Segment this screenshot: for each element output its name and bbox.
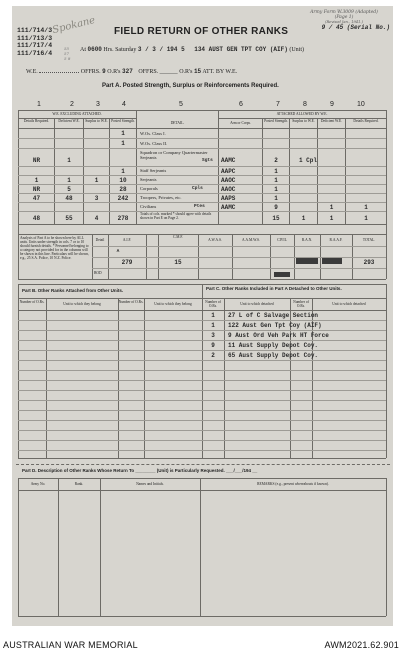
part-c-col: Number of O.Rs. — [293, 300, 309, 308]
cell-surplus-att: 1 — [301, 215, 306, 222]
return-date: 3 / 3 / 194 5 — [137, 46, 185, 53]
army-form-id — [298, 10, 390, 31]
sub-header-raaf: R.A.A.F. — [329, 238, 343, 242]
group-header-attached: ATTACHED ALLOWED BY W.E. — [276, 112, 328, 116]
cell-posted-att: 1 — [274, 186, 278, 193]
cell-deficient: 55 — [65, 215, 73, 222]
part-c-col: Unit to which detached — [332, 302, 366, 306]
redaction-block — [322, 258, 342, 264]
header-deficient-att: Deficient W.E. — [320, 119, 343, 123]
redaction-block — [296, 258, 318, 264]
col-number: 2 — [70, 101, 74, 108]
redaction-block — [274, 272, 290, 277]
part-b-col: Unit to which they belong — [63, 302, 101, 306]
sub-header-civil: CIVIL — [277, 238, 287, 242]
header-deficient: Deficient W.E. — [58, 119, 80, 123]
row-detail: Squadron or Company Quartermaster Serjeants — [140, 150, 208, 160]
we-label: W.E. — [26, 69, 38, 75]
header-details-required: Details Required. — [23, 119, 50, 123]
sub-header-cmf: C.M.F. — [173, 235, 183, 239]
part-c-unit: 9 Aust Ord Veh Park HT Force — [228, 332, 329, 339]
col-number: 9 — [330, 101, 334, 108]
part-c-unit: 27 L of C Salvage Section — [228, 312, 319, 319]
file-code: 111/717/4 — [17, 42, 53, 49]
cell-posted: 278 — [117, 215, 129, 222]
time-unit-line — [80, 46, 390, 54]
sub-header-ran: R.A.N. — [301, 238, 313, 242]
cell-posted: 28 — [119, 186, 127, 193]
army-form-number: Army Form W.3009 (Adapted) — [310, 10, 378, 15]
typed-annotation: Ptes — [194, 204, 205, 209]
row-detail: W.Os. Class II. — [140, 141, 168, 146]
accession-number: AWM2021.62.901 — [324, 640, 399, 650]
col-number: 1 — [37, 101, 41, 108]
offrs2-label: OFFRS. ______ — [138, 69, 178, 75]
cell-details-required: 48 — [32, 215, 41, 222]
revision-note: (Revised Jan., 1941.) — [325, 20, 363, 24]
cell-details-required: 1 — [34, 177, 39, 184]
file-code: 111/713/3 — [17, 34, 53, 42]
row-detail: Corporals — [140, 186, 158, 191]
handwritten-annotation: Spokane — [51, 14, 97, 37]
cell-details-att: 1 — [364, 215, 368, 222]
cell-surplus: 1 — [94, 177, 99, 184]
cell-deficient-att: 1 — [329, 204, 334, 211]
part-c-col: Number of O.Rs. — [205, 300, 221, 308]
cell-arm: AAPS — [221, 195, 236, 202]
cell-posted-att: 9 — [274, 204, 278, 211]
sub-cell-cmf: 15 — [174, 259, 182, 266]
typed-annotation: Sgts — [202, 158, 213, 163]
cell-surplus-att: 1 Cpl — [298, 157, 317, 164]
ors2-label: O.R's — [179, 69, 193, 75]
hour-value: 0600 — [87, 46, 102, 53]
cell-details-att: 1 — [364, 204, 368, 211]
part-c-unit: 65 Aust Supply Depot Coy. — [228, 352, 319, 359]
part-c-count: 9 — [211, 342, 215, 349]
sub-header-detail: Detail — [95, 238, 105, 242]
we-line — [26, 68, 386, 76]
col-number: 4 — [122, 101, 126, 108]
part-c-col: Unit to which detached — [240, 302, 274, 306]
part-c-unit: 122 Aust Gen Tpt Coy (AIF) — [228, 322, 322, 329]
part-a-title: Part A. Posted Strength, Surplus or Reinforcements Required. — [102, 83, 279, 89]
cell-deficient: 1 — [67, 157, 71, 164]
cell-surplus: 3 — [94, 195, 99, 202]
header-detail: DETAIL. — [170, 121, 185, 125]
row-detail: W.Os. Class I. — [140, 131, 166, 136]
file-code: 111/714/3 — [17, 27, 53, 34]
offrs-value: 9 — [102, 68, 106, 75]
sub-header-aamws: A.A.M.W.S. — [242, 238, 260, 242]
cell-posted-att: 1 — [274, 168, 278, 175]
part-b-col: Number of O.Rs. — [118, 300, 144, 304]
part-d-col-names: Names and Initials. — [136, 482, 164, 486]
att-by-label: ATT. BY W.E. — [202, 69, 238, 75]
serial-number: 9 / 45 (Serial No.) — [321, 24, 390, 31]
header-arm-corps: Arm or Corps. — [230, 121, 251, 125]
sub-header-awas: A.W.A.S. — [208, 238, 222, 242]
sub-cell-aif: 279 — [121, 259, 133, 266]
margin-marks — [64, 46, 70, 61]
typed-annotation: Cpls — [192, 186, 203, 191]
row-detail: Totals of cols. marked * should agree with details shown in Part E on Page 2. — [140, 212, 212, 220]
header-surplus: Surplus to W.E. — [85, 119, 108, 123]
cell-posted-att: 2 — [274, 157, 278, 164]
cell-deficient: 1 — [67, 177, 71, 184]
col-number: 5 — [179, 101, 183, 108]
cell-posted: 1 — [121, 168, 125, 175]
cell-deficient: 5 — [67, 186, 71, 193]
cell-details-required: NR — [32, 157, 41, 164]
row-detail: Serjeants — [140, 177, 157, 182]
cell-surplus: 4 — [94, 215, 99, 222]
col-number: 10 — [357, 101, 365, 108]
part-c-unit: 11 Aust Supply Depot Coy. — [228, 342, 319, 349]
part-d-col-rank: Rank. — [74, 482, 84, 486]
header-details-att: Details Required. — [353, 119, 379, 123]
margin-mark: 57 — [64, 51, 70, 56]
cell-deficient-att: 1 — [329, 215, 334, 222]
cell-posted-att: 1 — [274, 195, 278, 202]
header-surplus-att: Surplus to W.E. — [292, 119, 315, 123]
cell-arm: AAOC — [221, 177, 236, 184]
part-c-count: 1 — [211, 312, 215, 319]
header-posted-att: Posted Strength. — [264, 119, 288, 123]
part-b-col: Unit to which they belong — [154, 302, 192, 306]
sub-header-aif: A.I.F. — [122, 238, 132, 242]
cell-arm: AAMC — [221, 204, 236, 211]
page-number: (Page 1) — [334, 15, 354, 20]
ors2-value: 15 — [193, 68, 202, 75]
col-number: 6 — [239, 101, 243, 108]
cell-posted: 1 — [121, 130, 125, 137]
file-code: 111/716/4 — [17, 49, 53, 57]
part-c-count: 1 — [211, 322, 215, 329]
col-number: 8 — [303, 101, 307, 108]
cell-posted: 242 — [117, 195, 129, 202]
header-posted: Posted Strength. — [111, 119, 135, 123]
part-c-title: Part C. Other Ranks Included in Part A Detached to Other Units. — [206, 286, 342, 291]
group-header-we: W.E. EXCLUDING ATTACHED. — [52, 112, 102, 116]
cell-arm: AAPC — [221, 168, 236, 175]
form-title: FIELD RETURN OF OTHER RANKS — [114, 26, 289, 37]
cell-deficient: 48 — [65, 195, 73, 202]
col-number: 3 — [96, 101, 100, 108]
part-c-count: 3 — [211, 332, 215, 339]
at-label: At — [80, 47, 86, 53]
part-b-title: Part B. Other Ranks Attached from Other Units. — [22, 288, 124, 293]
analysis-note: Analysis of Part A to be shown here by ALL units. Units under strength in cols. 7 or to 10 should furnish details. * Personnel belonging to a category not provided for in the columns will be shown in this line. Particulars will be shown, e.g., 25 S.A. Police, 10 N.Z. Police. — [20, 236, 89, 260]
part-c-count: 2 — [211, 352, 215, 359]
row-detail: Civilians — [140, 204, 157, 209]
part-d-col-army-no: Army No. — [30, 482, 46, 486]
cell-posted-att: 15 — [272, 215, 280, 222]
archive-footer — [0, 638, 403, 653]
file-codes — [17, 27, 52, 57]
sub-cell: A — [116, 249, 120, 254]
row-detail: Staff Serjeants — [140, 168, 167, 173]
ors-label: O.R's — [107, 69, 121, 75]
margin-mark: 5 8 — [64, 56, 71, 61]
sub-header-total: TOTAL. — [362, 238, 376, 242]
form-sheet — [12, 6, 393, 626]
sub-row-label: BOD — [94, 271, 102, 275]
col-number: 7 — [276, 101, 280, 108]
hrs-label: Hrs. Saturday — [103, 47, 137, 53]
cell-details-required: NR — [32, 186, 41, 193]
cell-arm: AAMC — [221, 157, 236, 164]
ors-value: 327 — [122, 68, 133, 75]
sub-cell-total: 293 — [363, 259, 375, 266]
margin-mark: 55 — [64, 46, 70, 51]
unit-name: 134 AUST GEN TPT COY (AIF) — [194, 46, 288, 53]
cell-details-required: 47 — [32, 195, 41, 202]
part-d-title: Part D. Description of Other Ranks Whose Return To ________ (Unit) is Particularly Requested. ___/___/194 __ — [22, 468, 258, 473]
unit-label: (Unit) — [289, 47, 305, 53]
cell-arm: AAOC — [221, 186, 236, 193]
part-b-col: Number of O.Rs. — [19, 300, 45, 304]
cell-posted: 1 — [121, 140, 125, 147]
archive-credit: AUSTRALIAN WAR MEMORIAL — [3, 640, 138, 650]
part-d-col-remarks: REMARKS (e.g., present whereabouts if known). — [257, 482, 329, 486]
row-detail: Troopers, Privates, etc. — [140, 195, 182, 200]
cell-posted: 10 — [119, 177, 127, 184]
cell-posted-att: 1 — [274, 177, 278, 184]
offrs-label: OFFRS. — [80, 69, 101, 75]
